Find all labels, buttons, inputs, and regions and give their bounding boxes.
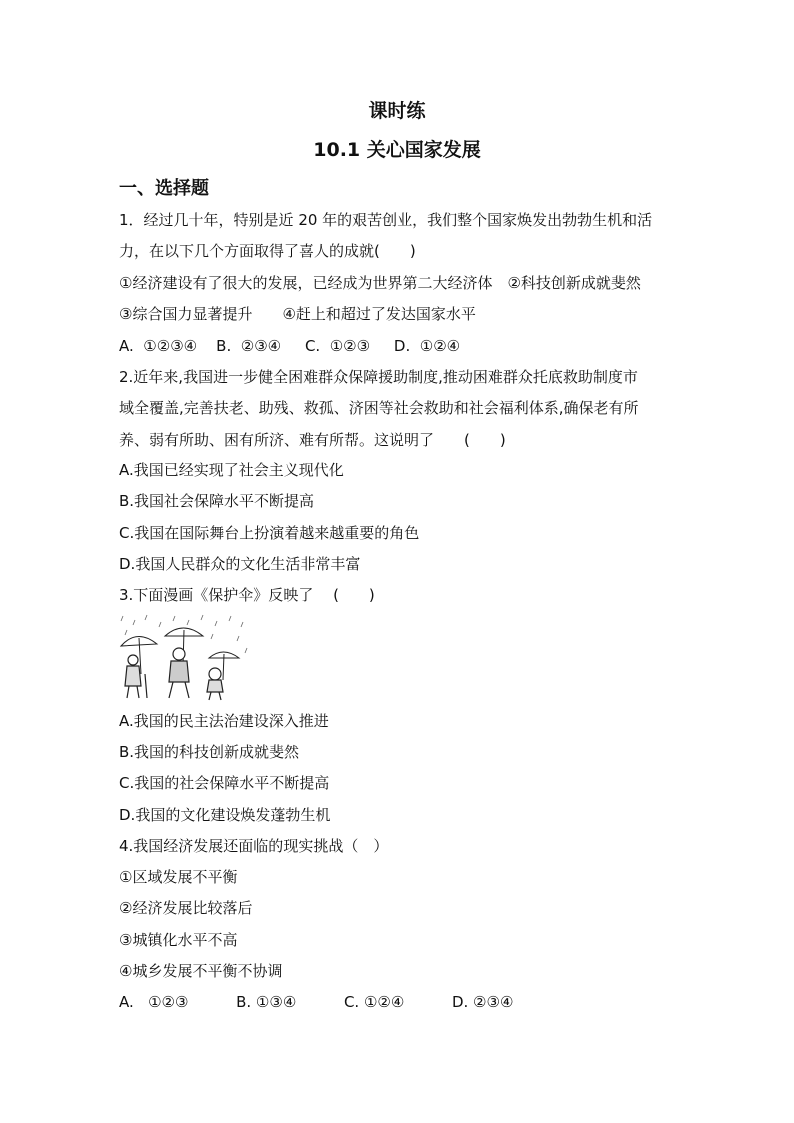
q2-stem-line1: 2.近年来,我国进一步健全困难群众保障援助制度,推动困难群众托底救助制度市 bbox=[119, 368, 638, 386]
q2-option-c: C.我国在国际舞台上扮演着越来越重要的角色 bbox=[119, 524, 420, 542]
q3-option-b: B.我国的科技创新成就斐然 bbox=[119, 743, 300, 761]
q2-stem-line3: 养、弱有所助、困有所济、难有所帮。这说明了 ( ) bbox=[119, 431, 506, 449]
q4-item-4: ④城乡发展不平衡不协调 bbox=[119, 962, 283, 980]
q1-item-line2: ③综合国力显著提升 ④赶上和超过了发达国家水平 bbox=[119, 305, 476, 323]
q1-item-line1: ①经济建设有了很大的发展，已经成为世界第二大经济体 ②科技创新成就斐然 bbox=[119, 274, 641, 292]
q1-stem-line1: 1．经过几十年，特别是近 20 年的艰苦创业，我们整个国家焕发出勃勃生机和活 bbox=[119, 211, 653, 229]
q1-options: A. ①②③④ B. ②③④ C. ①②③ D. ①②④ bbox=[119, 337, 461, 355]
umbrella-cartoon-icon bbox=[117, 614, 251, 702]
q2-option-d: D.我国人民群众的文化生活非常丰富 bbox=[119, 555, 361, 573]
q4-options: A. ①②③ B. ①③④ C. ①②④ D. ②③④ bbox=[119, 993, 514, 1011]
lesson-subtitle: 10.1 关心国家发展 bbox=[313, 139, 481, 161]
q4-stem: 4.我国经济发展还面临的现实挑战（ ） bbox=[119, 837, 389, 855]
q2-stem-line2: 域全覆盖,完善扶老、助残、救孤、济困等社会救助和社会福利体系,确保老有所 bbox=[119, 399, 639, 417]
q3-option-a: A.我国的民主法治建设深入推进 bbox=[119, 712, 329, 730]
q1-stem-line2: 力，在以下几个方面取得了喜人的成就( ) bbox=[119, 242, 416, 260]
q2-option-b: B.我国社会保障水平不断提高 bbox=[119, 492, 315, 510]
section-heading: 一、选择题 bbox=[119, 178, 209, 199]
q4-item-3: ③城镇化水平不高 bbox=[119, 931, 238, 949]
page-title: 课时练 bbox=[368, 100, 426, 122]
q3-option-d: D.我国的文化建设焕发蓬勃生机 bbox=[119, 806, 331, 824]
q3-stem: 3.下面漫画《保护伞》反映了 ( ) bbox=[119, 586, 375, 604]
q3-option-c: C.我国的社会保障水平不断提高 bbox=[119, 774, 330, 792]
q4-item-2: ②经济发展比较落后 bbox=[119, 899, 253, 917]
q2-option-a: A.我国已经实现了社会主义现代化 bbox=[119, 461, 344, 479]
q4-item-1: ①区域发展不平衡 bbox=[119, 868, 238, 886]
